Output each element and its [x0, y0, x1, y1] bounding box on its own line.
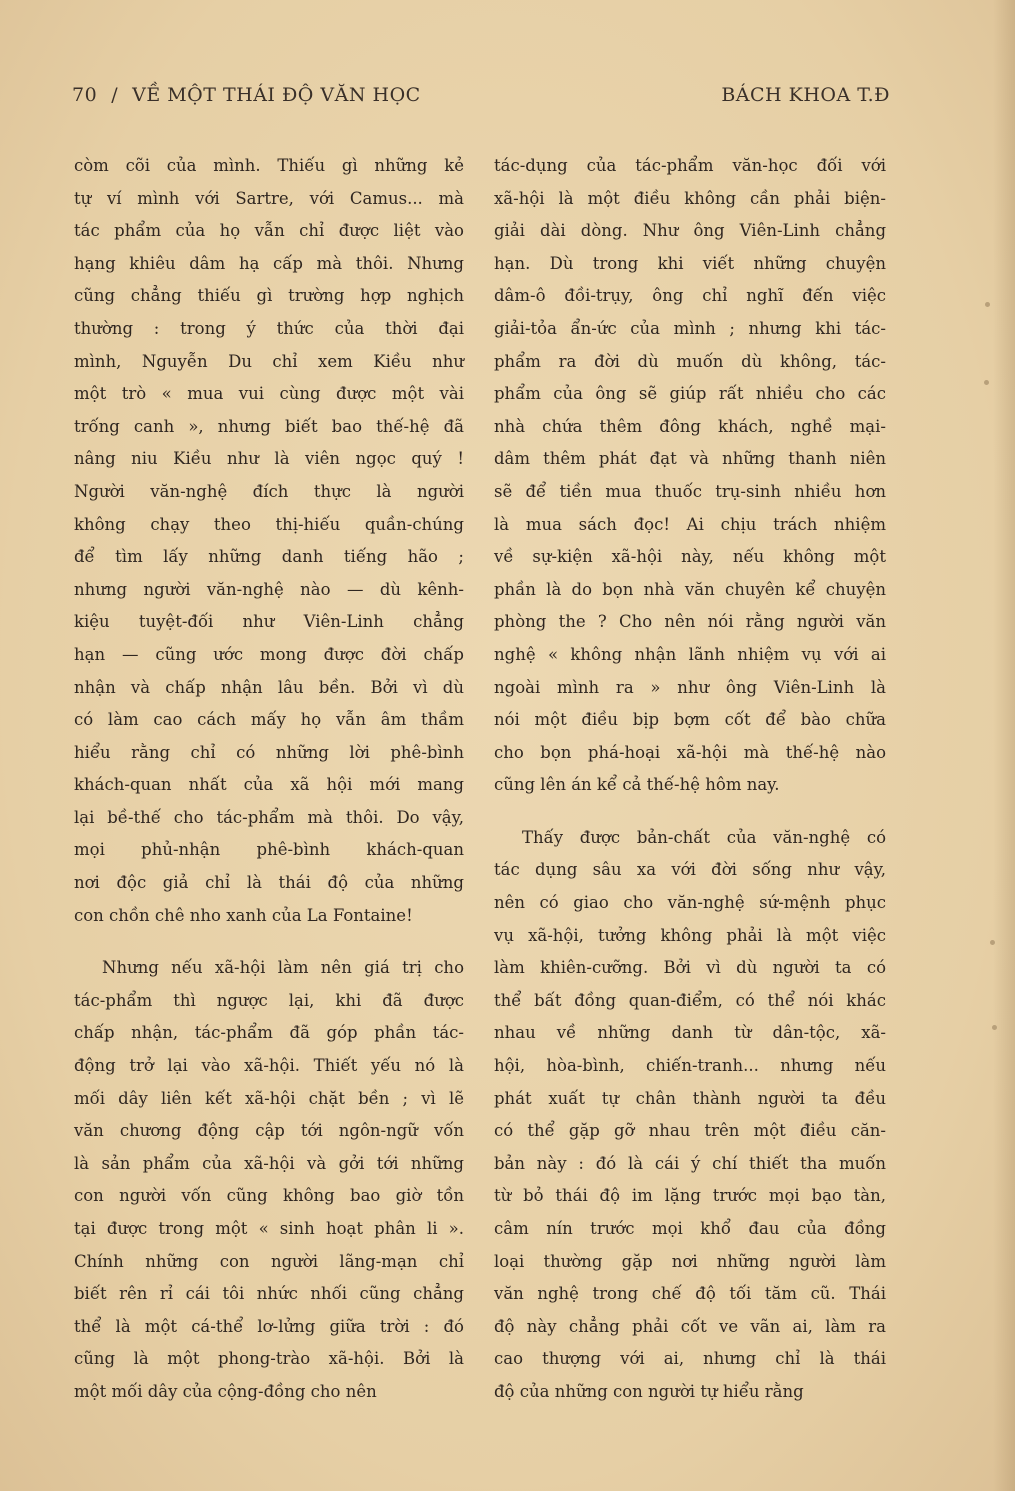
text-line: tác-dụng của tác-phẩm văn-học đối với — [494, 156, 886, 175]
text-line: nâng niu Kiều như là viên ngọc quý ! — [74, 449, 464, 469]
right-column — [494, 150, 886, 1409]
text-line: hiểu rằng chỉ có những lời phê-bình — [74, 742, 464, 762]
publication-name: BÁCH KHOA T.Đ — [721, 84, 890, 106]
text-line: phần là do bọn nhà văn chuyên kể chuyện — [494, 579, 886, 599]
text-line: là mua sách đọc! Ai chịu trách nhiệm — [494, 514, 886, 534]
text-line: Người văn-nghệ đích thực là người — [74, 481, 464, 501]
text-line: nhận và chấp nhận lâu bền. Bởi vì dù — [74, 677, 464, 697]
text-line: loại thường gặp nơi những người làm — [494, 1251, 886, 1271]
text-line: thể là một cá-thể lơ-lửng giữa trời : đó — [74, 1316, 464, 1336]
text-line: kiệu tuyệt-đối như Viên-Linh chẳng — [74, 612, 464, 632]
text-line: phát xuất tự chân thành người ta đều — [494, 1088, 886, 1108]
text-line: con người vốn cũng không bao giờ tồn — [74, 1186, 464, 1206]
paper-speck — [984, 380, 989, 385]
text-line: cũng chẳng thiếu gì trường hợp nghịch — [74, 286, 464, 306]
text-line: có thể gặp gỡ nhau trên một điều căn- — [494, 1121, 886, 1141]
text-line: cũng lên án kể cả thế-hệ hôm nay. — [494, 775, 780, 795]
text-line: biết rên rỉ cái tôi nhức nhối cũng chẳng — [74, 1284, 464, 1304]
text-line: tác-phẩm thì ngược lại, khi đã được — [74, 990, 464, 1010]
text-line: bản này : đó là cái ý chí thiết tha muốn — [494, 1153, 886, 1173]
text-line: thường : trong ý thức của thời đại — [74, 318, 464, 338]
text-line: hội, hòa-bình, chiến-tranh... nhưng nếu — [494, 1056, 886, 1076]
text-line: có làm cao cách mấy họ vẫn âm thầm — [74, 710, 464, 730]
text-line: văn chương động cập tới ngôn-ngữ vốn — [74, 1121, 464, 1141]
text-line: phòng the ? Cho nên nói rằng người văn — [494, 612, 886, 632]
text-line: nhưng người văn-nghệ nào — dù kênh- — [74, 579, 464, 599]
page-number: 70 — [72, 84, 98, 106]
right-paragraph-1 — [494, 150, 886, 802]
left-paragraph-2 — [74, 952, 464, 1408]
text-line: nhà chứa thêm đông khách, nghề mại- — [494, 416, 886, 436]
text-line: ngoài mình ra » như ông Viên-Linh là — [494, 677, 886, 697]
text-line: tự ví mình với Sartre, với Camus... mà — [74, 188, 464, 208]
text-line: lại bề-thế cho tác-phẩm mà thôi. Do vậy, — [74, 807, 464, 827]
text-line: mình, Nguyễn Du chỉ xem Kiều như — [74, 351, 464, 371]
text-line: về sự-kiện xã-hội này, nếu không một — [494, 547, 886, 567]
text-line: cũng là một phong-trào xã-hội. Bởi là — [74, 1349, 464, 1369]
text-line: nói một điều bịp bợm cốt để bào chữa — [494, 710, 886, 730]
paper-speck — [985, 302, 990, 307]
text-line: Chính những con người lãng-mạn chỉ — [74, 1251, 464, 1271]
text-line: mọi phủ-nhận phê-bình khách-quan — [74, 840, 464, 860]
paper-speck — [990, 940, 995, 945]
text-line: một trò « mua vui cùng được một vài — [74, 384, 464, 404]
text-line: dâm-ô đồi-trụy, ông chỉ nghĩ đến việc — [494, 286, 886, 306]
text-line: còm cõi của mình. Thiếu gì những kẻ — [74, 156, 464, 175]
text-line: thể bất đồng quan-điểm, có thể nói khác — [494, 990, 886, 1010]
header-separator: / — [111, 84, 119, 106]
text-line: hạn. Dù trong khi viết những chuyện — [494, 253, 886, 273]
paper-speck — [992, 1025, 997, 1030]
text-line: trống canh », nhưng biết bao thế-hệ đã — [74, 416, 464, 436]
text-line: là sản phẩm của xã-hội và gởi tới những — [74, 1153, 464, 1173]
text-line: nên có giao cho văn-nghệ sứ-mệnh phục — [494, 893, 886, 913]
text-line: độ này chẳng phải cốt ve vãn ai, làm ra — [494, 1316, 886, 1336]
text-line: tại được trong một « sinh hoạt phân li ». — [74, 1219, 464, 1238]
text-line: từ bỏ thái độ im lặng trước mọi bạo tàn, — [494, 1186, 886, 1206]
text-line: khách-quan nhất của xã hội mới mang — [74, 775, 464, 795]
text-line: độ của những con người tự hiểu rằng — [494, 1381, 804, 1401]
text-line: con chồn chê nho xanh của La Fontaine! — [74, 905, 413, 925]
text-line: vụ xã-hội, tưởng không phải là một việc — [494, 925, 886, 945]
text-line: Nhưng nếu xã-hội làm nên giá trị cho — [102, 958, 464, 978]
text-line: văn nghệ trong chế độ tối tăm cũ. Thái — [494, 1284, 886, 1304]
text-line: hạng khiêu dâm hạ cấp mà thôi. Nhưng — [74, 253, 464, 273]
text-line: một mối dây của cộng-đồng cho nên — [74, 1381, 377, 1401]
text-line: chấp nhận, tác-phẩm đã góp phần tác- — [74, 1023, 464, 1043]
left-column — [74, 150, 464, 1409]
text-line: hạn — cũng ước mong được đời chấp — [74, 644, 464, 664]
page-header — [72, 84, 890, 114]
text-line: nghệ « không nhận lãnh nhiệm vụ với ai — [494, 644, 886, 664]
right-paragraph-2 — [494, 822, 886, 1409]
text-line: tác dụng sâu xa với đời sống như vậy, — [494, 860, 886, 880]
running-title — [72, 84, 421, 106]
text-line: làm khiên-cưỡng. Bởi vì dù người ta có — [494, 958, 886, 978]
text-line: cao thượng với ai, nhưng chỉ là thái — [494, 1349, 886, 1369]
text-line: giải-tỏa ẩn-ức của mình ; nhưng khi tác- — [494, 318, 886, 338]
page-edge-shadow — [993, 0, 1015, 1491]
text-line: động trở lại vào xã-hội. Thiết yếu nó là — [74, 1056, 464, 1076]
text-line: không chạy theo thị-hiếu quần-chúng — [74, 514, 464, 534]
left-paragraph-1 — [74, 150, 464, 932]
text-line: xã-hội là một điều không cần phải biện- — [494, 188, 886, 208]
text-line: mối dây liên kết xã-hội chặt bền ; vì lẽ — [74, 1088, 464, 1108]
text-line: giải dài dòng. Như ông Viên-Linh chẳng — [494, 221, 886, 241]
text-line: tác phẩm của họ vẫn chỉ được liệt vào — [74, 221, 464, 241]
text-line: sẽ để tiền mua thuốc trụ-sinh nhiều hơn — [494, 481, 886, 501]
text-line: dâm thêm phát đạt và những thanh niên — [494, 449, 886, 469]
text-line: phẩm ra đời dù muốn dù không, tác- — [494, 351, 886, 371]
text-line: phẩm của ông sẽ giúp rất nhiều cho các — [494, 384, 886, 404]
text-line: cho bọn phá-hoại xã-hội mà thế-hệ nào — [494, 742, 886, 762]
text-line: để tìm lấy những danh tiếng hão ; — [74, 547, 464, 567]
text-line: nhau về những danh từ dân-tộc, xã- — [494, 1023, 886, 1043]
text-line: câm nín trước mọi khổ đau của đồng — [494, 1219, 886, 1238]
text-line: nơi độc giả chỉ là thái độ của những — [74, 873, 464, 893]
article-title: VỀ MỘT THÁI ĐỘ VĂN HỌC — [132, 84, 421, 106]
text-line: Thấy được bản-chất của văn-nghệ có — [522, 827, 886, 847]
